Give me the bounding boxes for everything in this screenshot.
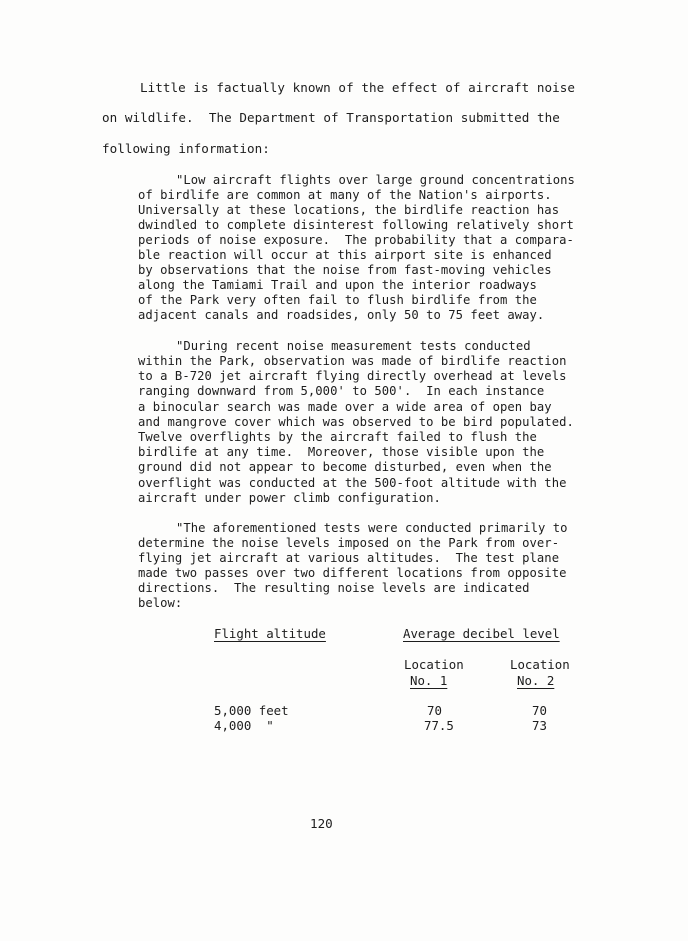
cell-location-2-value: 73 bbox=[532, 718, 547, 733]
quote-line: aircraft under power climb configuration. bbox=[138, 491, 441, 505]
cell-altitude: 4,000 " bbox=[214, 718, 274, 733]
quote-line: ble reaction will occur at this airport site is enhanced bbox=[138, 248, 552, 262]
quote-line: ranging downward from 5,000' to 500'. In each instance bbox=[138, 384, 545, 398]
cell-location-2-value: 70 bbox=[532, 703, 547, 718]
quote-line: ground did not appear to become disturbed, even when the bbox=[138, 460, 552, 474]
header-location-2-label: Location bbox=[510, 657, 570, 672]
header-flight-altitude: Flight altitude bbox=[214, 626, 326, 641]
quote-line: of birdlife are common at many of the Nation's airports. bbox=[138, 188, 552, 202]
header-location-2-number: No. 2 bbox=[517, 673, 555, 688]
intro-line: on wildlife. The Department of Transportation submitted the bbox=[102, 110, 560, 125]
quote-line: "During recent noise measurement tests conducted bbox=[176, 339, 531, 353]
quote-line: dwindled to complete disinterest following relatively short bbox=[138, 218, 574, 232]
intro-line: following information: bbox=[102, 141, 270, 156]
quote-line: and mangrove cover which was observed to be bird populated. bbox=[138, 415, 574, 429]
cell-altitude: 5,000 feet bbox=[214, 703, 289, 718]
header-average-decibel: Average decibel level bbox=[403, 626, 560, 641]
page-number: 120 bbox=[310, 816, 333, 831]
quote-line: directions. The resulting noise levels are indicated bbox=[138, 581, 530, 595]
quote-line: below: bbox=[138, 596, 183, 610]
header-location-1-label: Location bbox=[404, 657, 464, 672]
quote-line: birdlife at any time. Moreover, those visible upon the bbox=[138, 445, 545, 459]
quote-line: determine the noise levels imposed on the Park from over- bbox=[138, 536, 560, 550]
quote-line: adjacent canals and roadsides, only 50 to 75 feet away. bbox=[138, 308, 545, 322]
quote-line: periods of noise exposure. The probability that a compara- bbox=[138, 233, 574, 247]
quote-line: Universally at these locations, the birdlife reaction has bbox=[138, 203, 560, 217]
quote-line: made two passes over two different locations from opposite bbox=[138, 566, 567, 580]
intro-line: Little is factually known of the effect of aircraft noise bbox=[140, 80, 576, 95]
quote-line: Twelve overflights by the aircraft failed to flush the bbox=[138, 430, 537, 444]
quote-line: along the Tamiami Trail and upon the interior roadways bbox=[138, 278, 537, 292]
quote-line: overflight was conducted at the 500-foot altitude with the bbox=[138, 476, 567, 490]
quote-line: by observations that the noise from fast-moving vehicles bbox=[138, 263, 552, 277]
quote-line: "Low aircraft flights over large ground concentrations bbox=[176, 173, 575, 187]
quote-line: of the Park very often fail to flush birdlife from the bbox=[138, 293, 537, 307]
quote-line: a binocular search was made over a wide area of open bay bbox=[138, 400, 552, 414]
quote-line: to a B-720 jet aircraft flying directly overhead at levels bbox=[138, 369, 567, 383]
cell-location-1-value: 70 bbox=[427, 703, 442, 718]
quote-line: "The aforementioned tests were conducted primarily to bbox=[176, 521, 568, 535]
header-location-1-number: No. 1 bbox=[410, 673, 448, 688]
quote-line: within the Park, observation was made of birdlife reaction bbox=[138, 354, 567, 368]
quote-line: flying jet aircraft at various altitudes. The test plane bbox=[138, 551, 560, 565]
cell-location-1-value: 77.5 bbox=[424, 718, 454, 733]
